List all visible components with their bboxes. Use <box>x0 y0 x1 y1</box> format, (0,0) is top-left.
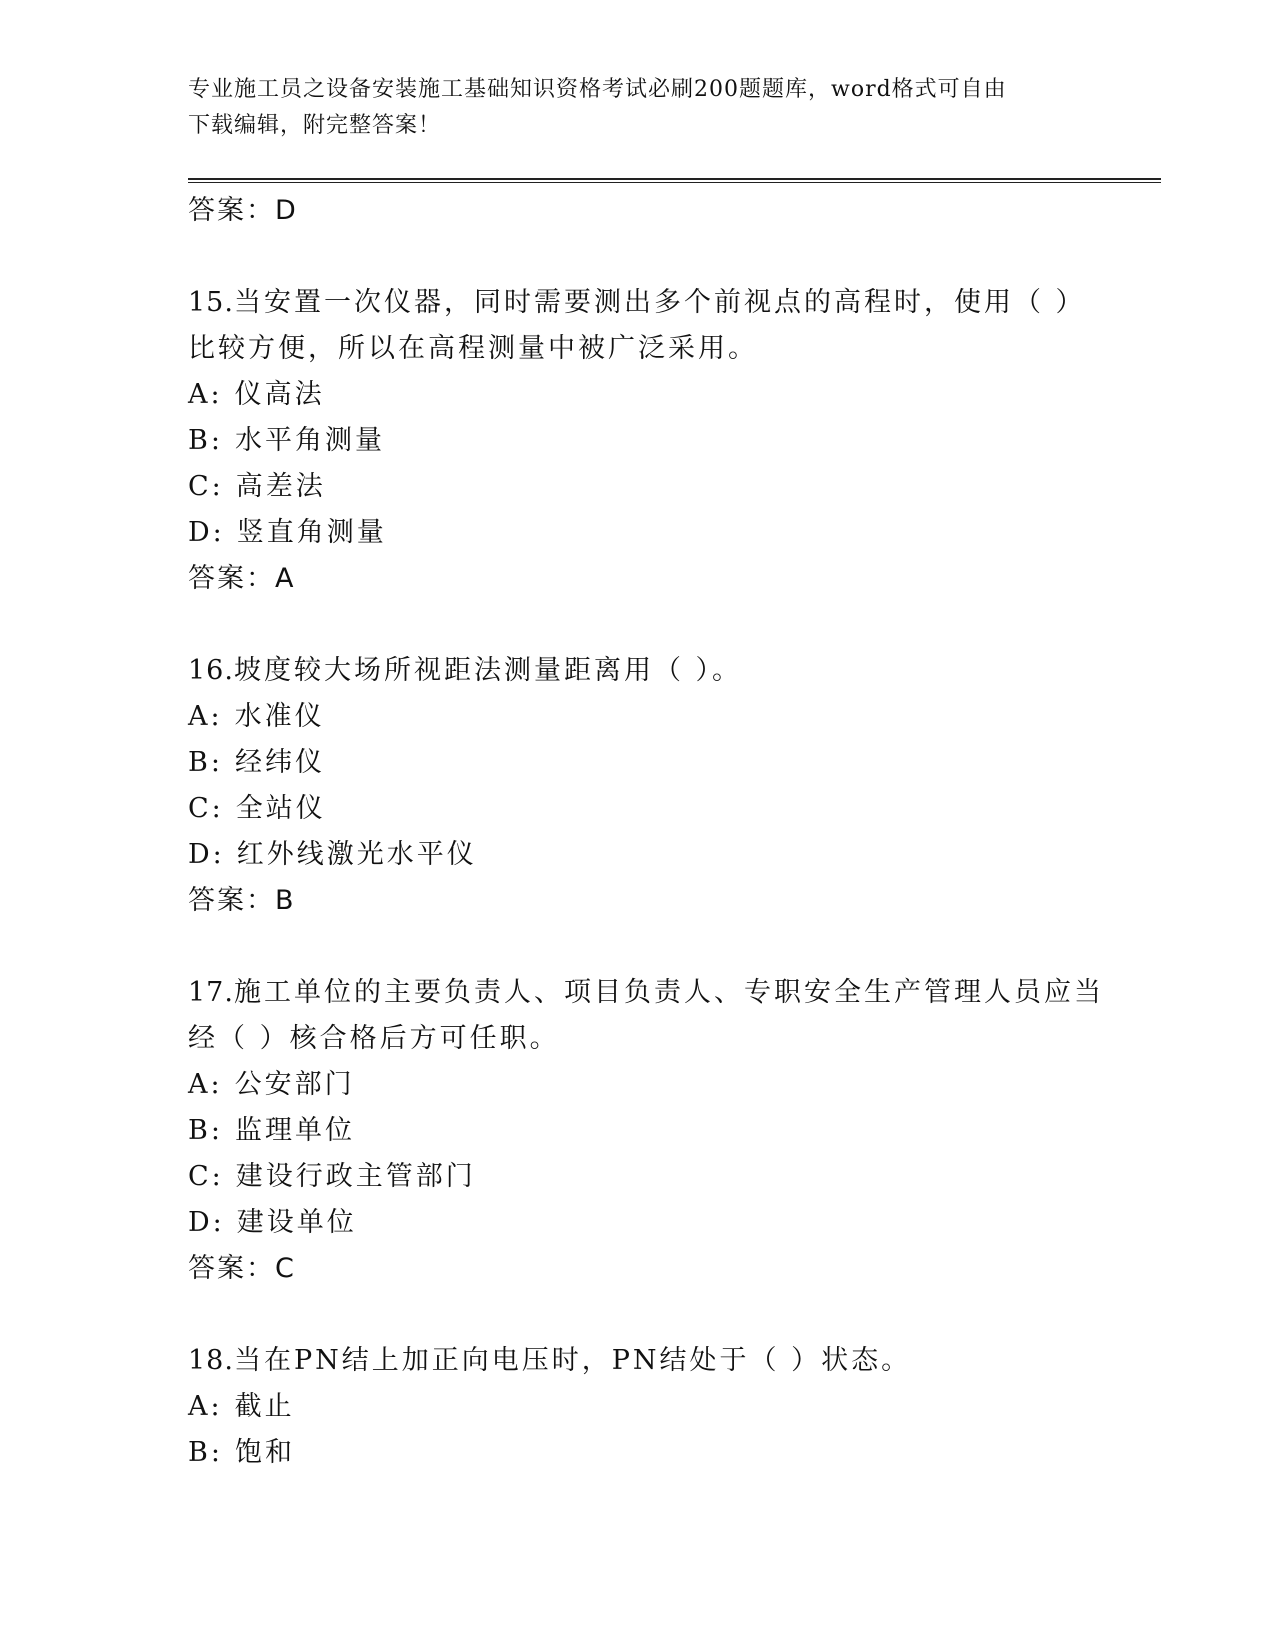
option-text: 建设单位 <box>236 1207 357 1238</box>
question-stem-line: 经（ ）核合格后方可任职。 <box>188 1023 560 1054</box>
answer-value: D <box>275 195 298 226</box>
answer-line <box>188 1246 1088 1292</box>
answer-prefix: 答案： <box>188 885 275 916</box>
header-line-1: 专业施工员之设备安装施工基础知识资格考试必刷200题题库，word格式可自由 <box>188 77 1007 102</box>
option-a <box>188 1062 1088 1108</box>
spacer <box>188 1292 1088 1338</box>
question-17 <box>188 970 1104 1292</box>
option-key: B: <box>188 1437 223 1468</box>
option-text: 红外线激光水平仪 <box>236 839 477 870</box>
option-text: 饱和 <box>234 1437 295 1468</box>
option-key: D: <box>188 839 225 870</box>
option-c <box>188 1154 1088 1200</box>
option-d <box>188 510 1088 556</box>
option-b <box>188 740 1088 786</box>
option-b <box>188 1108 1088 1154</box>
option-key: D: <box>188 517 225 548</box>
page-header <box>188 72 1068 144</box>
answer-prefix: 答案： <box>188 1253 275 1284</box>
answer-value: B <box>275 885 296 916</box>
question-text: 坡度较大场所视距法测量距离用（ ）。 <box>233 655 743 686</box>
answer-line-14 <box>188 188 1088 234</box>
option-text: 高差法 <box>235 471 326 502</box>
question-stem-line <box>188 280 1088 326</box>
question-stem-line <box>188 970 1104 1016</box>
option-text: 水平角测量 <box>234 425 385 456</box>
question-text: 当在PN结上加正向电压时，PN结处于（ ）状态。 <box>233 1345 912 1376</box>
spacer <box>188 234 1088 280</box>
option-key: A: <box>188 701 223 732</box>
answer-prefix: 答案： <box>188 195 275 226</box>
option-text: 经纬仪 <box>234 747 325 778</box>
answer-value: C <box>275 1253 296 1284</box>
question-16 <box>188 648 1088 924</box>
question-stem-line <box>188 648 1088 694</box>
option-d <box>188 832 1088 878</box>
option-key: C: <box>188 471 224 502</box>
answer-prefix: 答案： <box>188 563 275 594</box>
question-number: 18. <box>188 1345 234 1376</box>
answer-line <box>188 878 1088 924</box>
option-text: 仪高法 <box>234 379 325 410</box>
option-text: 监理单位 <box>234 1115 355 1146</box>
answer-line <box>188 556 1088 602</box>
question-15 <box>188 280 1088 602</box>
option-d <box>188 1200 1088 1246</box>
option-key: A: <box>188 379 223 410</box>
option-key: C: <box>188 1161 224 1192</box>
option-key: C: <box>188 793 224 824</box>
option-b <box>188 418 1088 464</box>
option-a <box>188 372 1088 418</box>
question-text: 施工单位的主要负责人、项目负责人、专职安全生产管理人员应当 <box>233 977 1104 1008</box>
spacer <box>188 924 1088 970</box>
header-line-2: 下载编辑，附完整答案！ <box>188 113 442 138</box>
question-stem-line <box>188 1338 1088 1384</box>
option-a <box>188 694 1088 740</box>
question-number: 17. <box>188 977 234 1008</box>
question-stem-line: 比较方便，所以在高程测量中被广泛采用。 <box>188 333 758 364</box>
option-key: A: <box>188 1069 223 1100</box>
spacer <box>188 602 1088 648</box>
question-content <box>188 188 1104 1476</box>
option-key: A: <box>188 1391 223 1422</box>
option-text: 建设行政主管部门 <box>235 1161 476 1192</box>
option-a <box>188 1384 1088 1430</box>
option-key: B: <box>188 425 223 456</box>
option-text: 竖直角测量 <box>236 517 387 548</box>
option-text: 水准仪 <box>234 701 325 732</box>
question-number: 16. <box>188 655 234 686</box>
option-key: D: <box>188 1207 225 1238</box>
option-key: B: <box>188 1115 223 1146</box>
option-c <box>188 786 1088 832</box>
header-rule <box>188 178 1161 183</box>
answer-value: A <box>275 563 296 594</box>
question-18 <box>188 1338 1088 1476</box>
option-text: 全站仪 <box>235 793 326 824</box>
question-number: 15. <box>188 287 234 318</box>
option-text: 截止 <box>234 1391 295 1422</box>
option-text: 公安部门 <box>234 1069 355 1100</box>
option-c <box>188 464 1088 510</box>
question-text: 当安置一次仪器，同时需要测出多个前视点的高程时，使用（ ） <box>233 287 1086 318</box>
option-b <box>188 1430 1088 1476</box>
option-key: B: <box>188 747 223 778</box>
